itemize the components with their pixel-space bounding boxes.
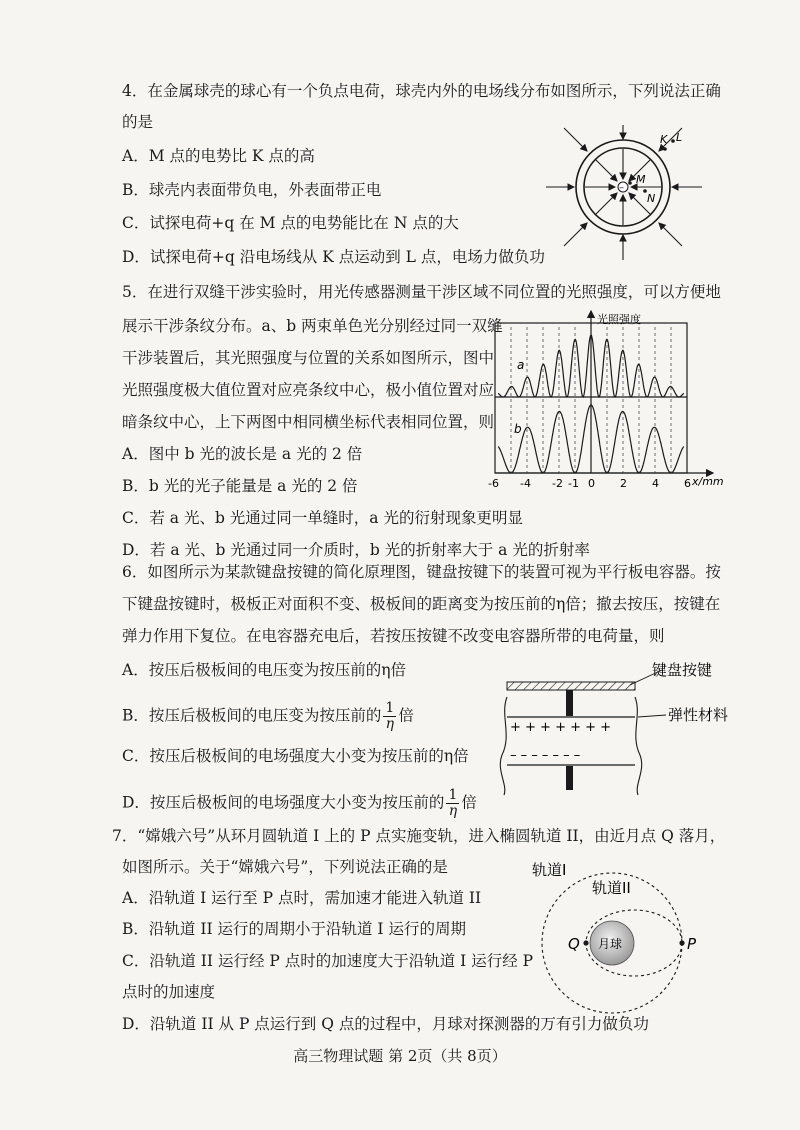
q6-option-b-suffix: 倍	[398, 706, 414, 725]
label-p: P	[687, 935, 697, 953]
tick-label: -6	[488, 477, 499, 490]
tick-label: -1	[568, 477, 579, 490]
q5-option-d: D．若 a 光、b 光通过同一介质时，b 光的折射率大于 a 光的折射率	[122, 541, 590, 559]
label-k: K	[660, 133, 668, 146]
q6-figure-keyboard-capacitor	[490, 655, 770, 815]
q6-stem-line2: 下键盘按键时，极板正对面积不变、极板间的距离变为按压前的η倍；撤去按压，按键在	[122, 595, 721, 613]
svg-text:–: –	[619, 182, 624, 194]
q7-option-d: D．沿轨道 II 从 P 点运行到 Q 点的过程中，月球对探测器的万有引力做负功	[122, 1015, 649, 1033]
label-curve-a: a	[517, 358, 525, 372]
y-axis-label: 光照强度	[597, 313, 641, 326]
key-cap	[507, 682, 635, 690]
q5-stem-line2: 展示干涉条纹分布。a、b 两束单色光分别经过同一双缝	[122, 317, 503, 335]
q5-stem-line4: 光照强度极大值位置对应亮条纹中心，极小值位置对应	[122, 381, 495, 399]
x-axis-label: x/mm	[692, 475, 724, 488]
q6-option-b	[122, 701, 414, 732]
q5-option-b: B．b 光的光子能量是 a 光的 2 倍	[122, 477, 358, 495]
minus-charges: – – – – – – –	[510, 748, 581, 763]
q6-option-b-text: B．按压后极板间的电压变为按压前的	[122, 706, 382, 725]
tick-label: 6	[684, 477, 691, 490]
tick-label: -4	[520, 477, 531, 490]
outer-field-lines	[546, 125, 702, 260]
label-q: Q	[568, 935, 580, 953]
q5-option-c: C．若 a 光、b 光通过同一单缝时，a 光的衍射现象更明显	[122, 509, 523, 527]
q5-stem-line3: 干涉装置后，其光照强度与位置的关系如图所示，图中	[122, 349, 495, 367]
key-stem	[566, 690, 573, 716]
q4-option-a: A．M 点的电势比 K 点的高	[122, 147, 315, 165]
tick-label: 4	[652, 477, 659, 490]
q6-option-c: C．按压后极板间的电场强度大小变为按压前的η倍	[122, 747, 469, 765]
q7-stem-line2: 如图所示。关于“嫦娥六号”，下列说法正确的是	[122, 858, 448, 876]
elastic-right-edge	[635, 697, 642, 795]
q7-option-c-cont: 点时的加速度	[122, 983, 216, 1001]
label-orbit-2: 轨道II	[592, 879, 631, 897]
tick-label: 0	[588, 477, 595, 490]
q4-stem-line1: 4．在金属球壳的球心有一个负点电荷，球壳内外的电场线分布如图所示，下列说法正确	[122, 82, 721, 100]
q4-option-d: D．试探电荷+q 沿电场线从 K 点运动到 L 点，电场力做负功	[122, 248, 545, 266]
label-moon: 月球	[598, 937, 623, 951]
q5-stem-line5: 暗条纹中心，上下两图中相同横坐标代表相同位置，则	[122, 413, 495, 431]
label-curve-b: b	[514, 422, 522, 436]
plus-charges: + + + + + + +	[510, 720, 612, 735]
q7-option-a: A．沿轨道 I 运行至 P 点时，需加速才能进入轨道 II	[122, 889, 482, 907]
label-m: M	[636, 173, 646, 186]
q6-stem-line3: 弹力作用下复位。在电容器充电后，若按压按键不改变电容器所带的电荷量，则	[122, 627, 665, 645]
q6-option-d-suffix: 倍	[461, 793, 477, 812]
q4-option-c: C．试探电荷+q 在 M 点的电势能比在 N 点的大	[122, 214, 459, 232]
q7-stem-line1: 7．“嫦娥六号”从环月圆轨道 I 上的 P 点实施变轨，进入椭圆轨道 II，由近月点 Q 落月，	[112, 827, 726, 845]
q6-option-d-text: D．按压后极板间的电场强度大小变为按压前的	[122, 793, 445, 812]
q4-stem-line2: 的是	[122, 113, 154, 131]
q5-stem-line1: 5．在进行双缝干涉实验时，用光传感器测量干涉区域不同位置的光照强度，可以方便地	[122, 283, 721, 301]
frac-den-d: η	[448, 803, 458, 819]
q5-figure-interference	[488, 305, 728, 490]
tick-labels	[488, 477, 691, 490]
tick-label: -2	[552, 477, 563, 490]
point-p	[679, 940, 684, 945]
q4-option-b: B．球壳内表面带负电，外表面带正电	[122, 181, 382, 199]
q4-figure-charged-shell	[540, 125, 710, 275]
leader-elastic	[638, 715, 666, 717]
q7-figure-orbits	[520, 858, 720, 1018]
point-q	[583, 940, 588, 945]
page-footer: 高三物理试题 第 2页（共 8页）	[293, 1047, 507, 1065]
bottom-stem	[566, 766, 573, 790]
q5-option-a: A．图中 b 光的波长是 a 光的 2 倍	[122, 445, 363, 463]
tick-label: 2	[620, 477, 627, 490]
q6-option-d	[122, 788, 477, 819]
q6-stem-line1: 6．如图所示为某款键盘按键的简化原理图，键盘按键下的装置可视为平行板电容器。按	[122, 563, 721, 581]
label-elastic: 弹性材料	[668, 706, 729, 724]
frac-num-d: 1	[448, 787, 458, 803]
frac-num: 1	[385, 700, 395, 716]
elastic-left-edge	[500, 697, 507, 795]
label-l: L	[676, 131, 683, 144]
point-k	[663, 147, 667, 151]
fraction-one-over-eta	[383, 701, 396, 732]
point-l	[671, 139, 675, 143]
q7-option-c: C．沿轨道 II 运行经 P 点时的加速度大于沿轨道 I 运行经 P	[122, 952, 534, 970]
label-n: N	[647, 192, 656, 205]
label-orbit-1: 轨道I	[532, 861, 567, 879]
q6-option-a: A．按压后极板间的电压变为按压前的η倍	[122, 661, 406, 679]
label-key: 键盘按键	[652, 661, 713, 679]
q7-option-b: B．沿轨道 II 运行的周期小于沿轨道 I 运行的周期	[122, 920, 466, 938]
fraction-one-over-eta-d	[446, 788, 459, 819]
point-m	[628, 181, 632, 185]
frac-den: η	[385, 716, 395, 732]
